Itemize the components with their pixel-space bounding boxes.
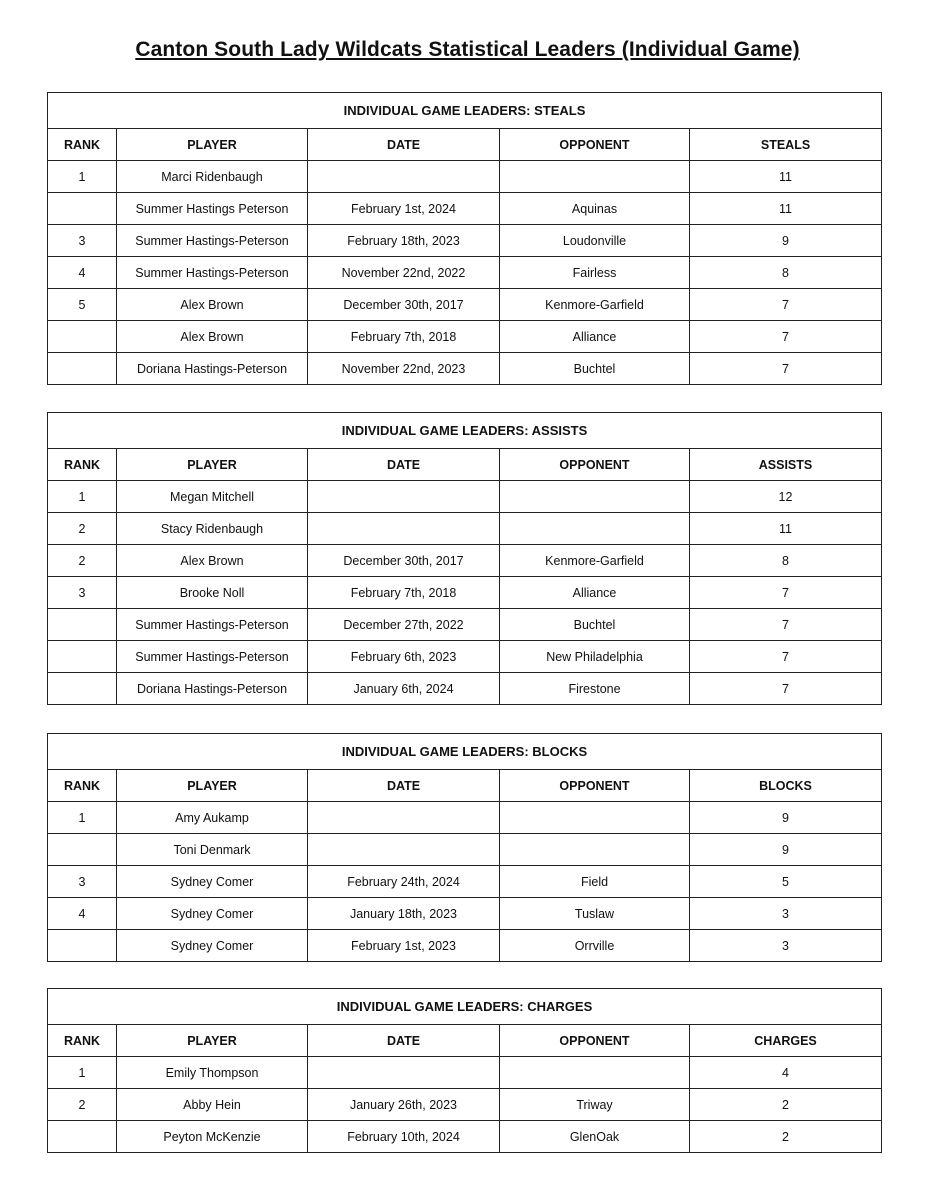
cell-opponent: New Philadelphia [500,641,690,673]
table-row [48,193,882,225]
cell-rank [48,609,117,641]
cell-rank: 4 [48,257,117,289]
cell-date: February 10th, 2024 [308,1121,500,1153]
cell-rank [48,321,117,353]
cell-player: Toni Denmark [117,834,308,866]
charges-table [47,988,882,1153]
table-row [48,641,882,673]
table-row [48,353,882,385]
column-header-player: PLAYER [117,770,308,802]
cell-rank: 4 [48,898,117,930]
cell-opponent: Field [500,866,690,898]
cell-date: January 6th, 2024 [308,673,500,705]
table-row [48,257,882,289]
cell-value: 9 [690,225,882,257]
column-header-value: ASSISTS [690,449,882,481]
cell-value: 8 [690,257,882,289]
cell-date: February 1st, 2024 [308,193,500,225]
cell-date [308,834,500,866]
cell-date: December 30th, 2017 [308,545,500,577]
cell-value: 7 [690,641,882,673]
cell-rank: 2 [48,1089,117,1121]
cell-opponent: Kenmore-Garfield [500,289,690,321]
cell-date [308,802,500,834]
table-row [48,481,882,513]
table-row [48,577,882,609]
table-title-row [48,734,882,770]
column-header-opponent: OPPONENT [500,449,690,481]
column-header-rank: RANK [48,129,117,161]
column-header-date: DATE [308,449,500,481]
table-row [48,225,882,257]
column-header-opponent: OPPONENT [500,129,690,161]
cell-opponent: Alliance [500,321,690,353]
table-row [48,1121,882,1153]
table-section-title: INDIVIDUAL GAME LEADERS: ASSISTS [48,413,882,449]
cell-rank [48,193,117,225]
cell-date [308,1057,500,1089]
cell-date: February 7th, 2018 [308,321,500,353]
cell-date: February 6th, 2023 [308,641,500,673]
column-header-rank: RANK [48,449,117,481]
table-row [48,834,882,866]
table-row [48,289,882,321]
cell-player: Abby Hein [117,1089,308,1121]
cell-player: Alex Brown [117,289,308,321]
cell-date: November 22nd, 2022 [308,257,500,289]
cell-player: Alex Brown [117,321,308,353]
table-row [48,513,882,545]
cell-rank: 3 [48,866,117,898]
cell-player: Summer Hastings Peterson [117,193,308,225]
cell-player: Amy Aukamp [117,802,308,834]
cell-rank [48,1121,117,1153]
cell-date: November 22nd, 2023 [308,353,500,385]
cell-rank [48,834,117,866]
cell-opponent: Aquinas [500,193,690,225]
cell-rank: 2 [48,513,117,545]
cell-rank: 5 [48,289,117,321]
cell-date: February 7th, 2018 [308,577,500,609]
table-header-row [48,449,882,481]
cell-date [308,161,500,193]
cell-opponent [500,513,690,545]
page-title: Canton South Lady Wildcats Statistical Leaders (Individual Game) [135,38,800,61]
table-title-row [48,413,882,449]
cell-player: Summer Hastings-Peterson [117,609,308,641]
table-row [48,930,882,962]
column-header-opponent: OPPONENT [500,1025,690,1057]
cell-rank: 3 [48,577,117,609]
cell-opponent: Fairless [500,257,690,289]
cell-opponent [500,802,690,834]
cell-player: Summer Hastings-Peterson [117,641,308,673]
column-header-date: DATE [308,129,500,161]
cell-date [308,513,500,545]
cell-opponent [500,834,690,866]
table-row [48,161,882,193]
table-row [48,898,882,930]
table-header-row [48,129,882,161]
cell-player: Brooke Noll [117,577,308,609]
cell-rank: 1 [48,161,117,193]
cell-value: 3 [690,930,882,962]
cell-value: 9 [690,834,882,866]
cell-rank: 1 [48,1057,117,1089]
cell-value: 11 [690,193,882,225]
cell-date: February 1st, 2023 [308,930,500,962]
cell-opponent: Alliance [500,577,690,609]
table-row [48,321,882,353]
cell-opponent: Loudonville [500,225,690,257]
table-row [48,1089,882,1121]
cell-player: Summer Hastings-Peterson [117,225,308,257]
cell-player: Peyton McKenzie [117,1121,308,1153]
cell-opponent: Triway [500,1089,690,1121]
cell-value: 8 [690,545,882,577]
cell-value: 7 [690,673,882,705]
cell-rank [48,353,117,385]
table-row [48,802,882,834]
cell-value: 7 [690,353,882,385]
cell-value: 12 [690,481,882,513]
cell-value: 7 [690,321,882,353]
column-header-player: PLAYER [117,1025,308,1057]
cell-value: 2 [690,1089,882,1121]
cell-opponent [500,1057,690,1089]
cell-opponent: Orrville [500,930,690,962]
column-header-rank: RANK [48,770,117,802]
cell-player: Sydney Comer [117,930,308,962]
table-row [48,609,882,641]
cell-player: Marci Ridenbaugh [117,161,308,193]
table-header-row [48,770,882,802]
column-header-date: DATE [308,770,500,802]
table-row [48,1057,882,1089]
cell-rank [48,641,117,673]
cell-rank [48,673,117,705]
table-title-row [48,93,882,129]
cell-rank: 1 [48,481,117,513]
table-header-row [48,1025,882,1057]
cell-rank: 2 [48,545,117,577]
cell-opponent: Buchtel [500,609,690,641]
cell-player: Megan Mitchell [117,481,308,513]
cell-opponent: Kenmore-Garfield [500,545,690,577]
column-header-date: DATE [308,1025,500,1057]
assists-table [47,412,882,705]
cell-value: 4 [690,1057,882,1089]
table-section-title: INDIVIDUAL GAME LEADERS: STEALS [48,93,882,129]
cell-date: January 26th, 2023 [308,1089,500,1121]
table-row [48,545,882,577]
cell-value: 11 [690,513,882,545]
blocks-table [47,733,882,962]
cell-opponent: Firestone [500,673,690,705]
cell-opponent: GlenOak [500,1121,690,1153]
cell-date: December 30th, 2017 [308,289,500,321]
cell-opponent: Tuslaw [500,898,690,930]
cell-rank: 1 [48,802,117,834]
cell-date [308,481,500,513]
cell-rank [48,930,117,962]
cell-rank: 3 [48,225,117,257]
column-header-opponent: OPPONENT [500,770,690,802]
column-header-player: PLAYER [117,449,308,481]
steals-table [47,92,882,385]
table-row [48,866,882,898]
cell-player: Stacy Ridenbaugh [117,513,308,545]
cell-value: 5 [690,866,882,898]
table-section-title: INDIVIDUAL GAME LEADERS: BLOCKS [48,734,882,770]
cell-date: January 18th, 2023 [308,898,500,930]
table-title-row [48,989,882,1025]
cell-player: Doriana Hastings-Peterson [117,353,308,385]
cell-player: Summer Hastings-Peterson [117,257,308,289]
cell-opponent: Buchtel [500,353,690,385]
column-header-value: CHARGES [690,1025,882,1057]
cell-value: 9 [690,802,882,834]
column-header-value: BLOCKS [690,770,882,802]
cell-player: Sydney Comer [117,898,308,930]
cell-value: 7 [690,577,882,609]
column-header-value: STEALS [690,129,882,161]
cell-value: 3 [690,898,882,930]
table-row [48,673,882,705]
cell-opponent [500,481,690,513]
cell-date: February 18th, 2023 [308,225,500,257]
table-section-title: INDIVIDUAL GAME LEADERS: CHARGES [48,989,882,1025]
cell-date: February 24th, 2024 [308,866,500,898]
cell-value: 7 [690,289,882,321]
cell-opponent [500,161,690,193]
cell-player: Doriana Hastings-Peterson [117,673,308,705]
cell-player: Alex Brown [117,545,308,577]
column-header-rank: RANK [48,1025,117,1057]
cell-player: Sydney Comer [117,866,308,898]
cell-player: Emily Thompson [117,1057,308,1089]
cell-date: December 27th, 2022 [308,609,500,641]
cell-value: 2 [690,1121,882,1153]
cell-value: 7 [690,609,882,641]
column-header-player: PLAYER [117,129,308,161]
cell-value: 11 [690,161,882,193]
